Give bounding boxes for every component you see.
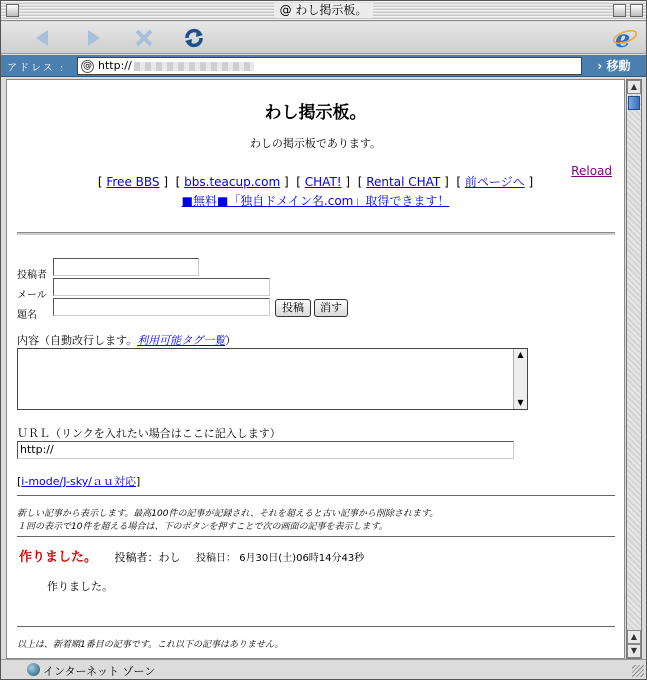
notice-line-2: １回の表示で10件を超える場合は、下のボタンを押すことで次の画面の記事を表示します。 bbox=[17, 522, 388, 532]
refresh-button[interactable] bbox=[181, 26, 207, 50]
scroll-thumb[interactable] bbox=[628, 96, 640, 110]
address-bar bbox=[1, 55, 646, 77]
address-url: http:// bbox=[98, 59, 132, 72]
status-text: インターネット ゾーン bbox=[43, 665, 156, 678]
link-chat[interactable]: CHAT! bbox=[304, 175, 342, 189]
content-label: 内容（自動改行します。利用可能タグ一覧） bbox=[17, 334, 237, 347]
forward-icon bbox=[84, 28, 104, 48]
link-rental-chat[interactable]: Rental CHAT bbox=[366, 175, 441, 189]
url-input[interactable]: http:// bbox=[17, 441, 514, 459]
address-input[interactable] bbox=[77, 57, 582, 75]
footer-note: 以上は、新着順1番目の記事です。これ以下の記事はありません。 bbox=[17, 640, 284, 650]
divider-notice-top bbox=[17, 495, 615, 496]
go-button[interactable]: › 移動 bbox=[597, 59, 631, 73]
refresh-icon bbox=[183, 27, 205, 49]
page-heading: わし掲示板。 bbox=[264, 103, 367, 123]
address-label: アドレス : bbox=[7, 63, 66, 74]
post-title: 作りました。 bbox=[19, 550, 98, 565]
window-title: @ わし掲示板。 bbox=[274, 3, 374, 18]
reset-button[interactable]: 消す bbox=[314, 299, 348, 317]
scroll-up-arrow-bottom-icon[interactable]: ▲ bbox=[627, 630, 641, 644]
textarea-scrollbar[interactable] bbox=[513, 349, 527, 409]
ie-logo-icon bbox=[612, 25, 638, 51]
name-input[interactable] bbox=[53, 258, 199, 276]
subject-input[interactable] bbox=[53, 298, 270, 316]
divider bbox=[17, 232, 615, 235]
zoom-box[interactable] bbox=[613, 4, 626, 17]
post-author: 投稿者：わし bbox=[114, 551, 181, 564]
stop-icon bbox=[134, 28, 154, 48]
globe-icon bbox=[27, 663, 40, 676]
mobile-link-wrap: [i-mode/J-sky/ａｕ対応] bbox=[17, 475, 141, 488]
scroll-down-icon[interactable]: ▼ bbox=[517, 398, 524, 407]
link-prev-page[interactable]: 前ページへ bbox=[464, 175, 525, 189]
resize-grip-icon[interactable] bbox=[632, 665, 644, 677]
scroll-up-arrow-icon[interactable]: ▲ bbox=[627, 80, 641, 94]
mobile-link[interactable]: i-mode/J-sky/ａｕ対応 bbox=[21, 475, 136, 488]
status-bar bbox=[1, 659, 646, 679]
link-free-bbs[interactable]: Free BBS bbox=[106, 175, 160, 189]
back-button[interactable] bbox=[29, 26, 55, 50]
notice-line-1: 新しい記事から表示します。最高100件の記事が記録され、それを超えると古い記事から削除されます。 bbox=[17, 509, 439, 519]
page-content bbox=[6, 79, 625, 659]
reload-link[interactable]: Reload bbox=[571, 164, 612, 178]
toolbar bbox=[1, 22, 646, 54]
name-label: 投稿者 bbox=[17, 270, 47, 281]
divider-footer bbox=[17, 626, 615, 627]
scroll-up-icon[interactable]: ▲ bbox=[517, 350, 524, 359]
content-textarea[interactable] bbox=[17, 348, 528, 410]
stop-button[interactable] bbox=[131, 26, 157, 50]
post-date: 投稿日： 6月30日(土)06時14分43秒 bbox=[196, 553, 365, 564]
nav-links: [ Free BBS ] [ bbs.teacup.com ] [ CHAT! ] [ Rental CHAT ] [ 前ページへ ] bbox=[97, 175, 534, 189]
url-label: ＵＲＬ（リンクを入れたい場合はここに記入します） bbox=[17, 427, 281, 440]
post-body: 作りました。 bbox=[47, 580, 113, 593]
close-box[interactable] bbox=[6, 4, 19, 17]
tags-link[interactable]: 利用可能タグ一覧 bbox=[137, 334, 226, 347]
link-teacup[interactable]: bbs.teacup.com bbox=[184, 175, 281, 189]
promo bbox=[17, 192, 614, 209]
collapse-box[interactable] bbox=[630, 4, 643, 17]
svg-text:e: e bbox=[615, 25, 631, 51]
forward-button[interactable] bbox=[81, 26, 107, 50]
scroll-down-arrow-icon[interactable]: ▼ bbox=[627, 644, 641, 658]
email-input[interactable] bbox=[53, 278, 270, 296]
back-icon bbox=[32, 28, 52, 48]
title-bar bbox=[1, 1, 646, 21]
at-icon: @ bbox=[83, 61, 92, 71]
promo-link[interactable]: ■無料■「独自ドメイン名.com」取得できます！ bbox=[181, 194, 450, 208]
divider-notice-bottom bbox=[17, 536, 615, 537]
vertical-scrollbar[interactable] bbox=[626, 79, 642, 659]
page-subtitle: わしの掲示板であります。 bbox=[249, 137, 382, 150]
post-header bbox=[19, 546, 364, 565]
redacted-url bbox=[134, 62, 254, 71]
subject-label: 題名 bbox=[17, 310, 37, 321]
email-label: メール bbox=[17, 290, 47, 301]
submit-button[interactable]: 投稿 bbox=[275, 299, 311, 317]
